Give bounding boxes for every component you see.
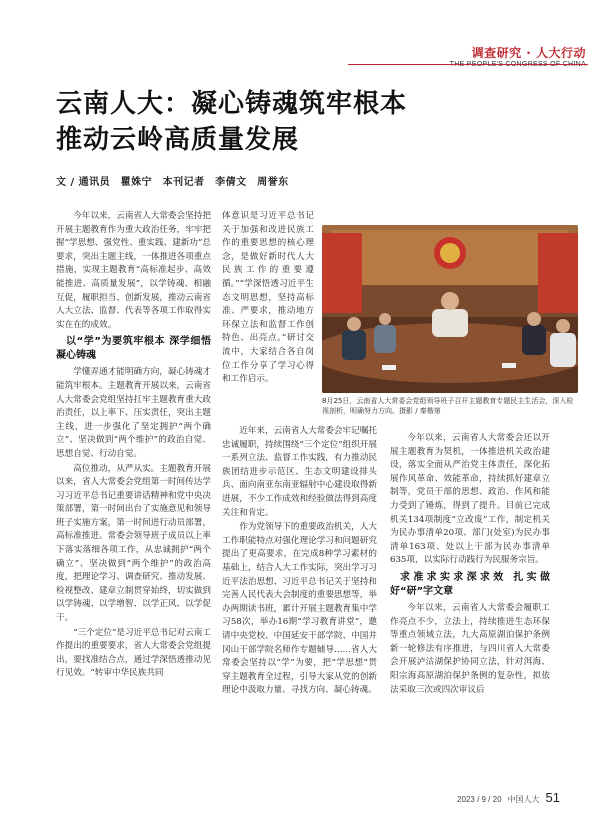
column-2-upper [222, 210, 314, 388]
paragraph: 今年以来，云南省人大常委会坚持把开展主题教育作为重大政治任务，牢牢把握“学思想、强党性、重实践、建新功”总要求，突出主题主线，一体推进各项重点措施，实现主题教育“高标准起步、高效能推进、高质量发展”，以学铸魂、相融互促，履职担当、创新发展，推动云南省人大立法、监督、代表等各项工作取得实实在在的成效。 [56, 211, 211, 330]
paragraph: 学懂弄通才能明确方向，凝心铸魂才能筑牢根本。主题教育开展以来，云南省人大常委会党组坚持扛牢主题教育重大政治责任，以上率下、压实责任，突出主题主线，进一步强化了坚定拥护“两个确立”、坚决做到“两个维护”的政治自觉、思想自觉、行动自觉。 [56, 367, 211, 459]
meeting-photo [322, 225, 578, 393]
issue-date: 2023 / 9 / 20 [457, 795, 502, 804]
paragraph: “三个定位”是习近平总书记对云南工作提出的重要要求，省人大常委会党组提出，要找准结合点，通过学深悟透推动见行见效。“转审中华民族共同 [56, 627, 211, 679]
subheading: 求准求实求深求效 扎实做好“研”字文章 [390, 571, 550, 597]
paragraph: 体意识是习近平总书记关于加强和改进民族工作的重要思想的核心理念，是做好新时代人大民族工作的重要遵循。”“学深悟透习近平生态文明思想，坚持高标准、严要求，推动地方环保立法和监督工作创特色、出亮点。”研讨交流中，大家结合各自岗位工作分享了学习心得和工作启示。 [222, 211, 314, 385]
photo-caption: 8月25日，云南省人大常委会党组领导班子召开主题教育专题民主生活会，深入检视剖析，明确努力方向。摄影 / 秦楷第 [322, 397, 574, 415]
article-headline [56, 86, 407, 158]
byline: 文 / 通讯员 瞿姝宁 本刊记者 李倩文 周誉东 [56, 177, 289, 188]
paragraph: 高位推动，从严从实。主题教育开展以来，省人大常委会党组第一时间传达学习习近平总书记重要讲话精神和党中央决策部署，第一时间出台了实施意见和领导班子实施方案，第一时间进行动员部署，高标准推进。常委会领导班子成员以上率下落实落细各项工作，从忠诚拥护“两个确立”、坚决做到“两个维护”的政治高度，把理论学习、调查研究、推动发展、检视整改、建章立制贯穿始终，切实做到以学铸魂、以学增智、以学正风、以学促干。 [56, 463, 211, 624]
page-footer [457, 790, 560, 805]
section-title-cn: 调查研究 · 人大行动 [471, 46, 586, 60]
paragraph: 近年来，云南省人大常委会牢记嘱托忠诚履职，持续围绕“三个定位”组织开展一系列立法、监督工作实践，有力推动民族团结进步示范区、生态文明建设排头兵、面向南亚东南亚辐射中心建设取得新进展，不少工作成效和经验做法得到高度关注和肯定。 [222, 426, 377, 518]
page-number: 51 [545, 790, 560, 805]
paragraph: 今年以来，云南省人大常委会还以开展主题教育为契机，一体推进机关政治建设，落实全面从严治党主体责任，深化拓展作风革命、效能革命，持续抓好建章立制等，党员干部的思想、政治、作风和能力受到了锤炼，得到了提升。目前已完成机关134项制度“立改废”工作，制定机关为民办事清单20项、部门(处室)为民办事清单163项、处以上干部为民办事清单635项，以实际行动践行为民服务宗旨。 [390, 433, 550, 566]
column-2-lower [222, 425, 377, 699]
header-divider [348, 64, 588, 65]
headline-line-1: 云南人大：凝心铸魂筑牢根本 [56, 89, 408, 119]
column-1 [56, 210, 211, 682]
paragraph: 作为党领导下的重要政治机关，人大工作职能特点对强化理论学习和问题研究提出了更高要求，在完成8种学习素材的基础上，结合人大工作实际，突出学习习近平法治思想、习近平总书记关于坚持和完善人民代表大会制度的重要思想等，举办两期读书班，累计开展主题教育集中学习58次，举办16期“学习教育讲堂”，邀请中央党校、中国延安干部学院、中国井冈山干部学院名师作专题辅导……省人大常委会坚持以“学”为要，把“学思想”贯穿主题教育全过程，引导大家从党的创新理论中汲取力量、寻找方向、凝心铸魂。 [222, 522, 377, 696]
magazine-name: 中国人大 [507, 795, 540, 804]
headline-line-2: 推动云岭高质量发展 [56, 125, 300, 155]
subheading: 以“学”为要筑牢根本 深学细悟凝心铸魂 [56, 336, 211, 362]
column-3 [390, 432, 550, 698]
meeting-photo-image [322, 225, 578, 393]
paragraph: 今年以来，云南省人大常委会履职工作亮点不少，立法上，持续推进生态环保等重点领域立法，九大高原湖泊保护条例新一轮修法有序推进，与四川省人大常委会开展泸沽湖保护协同立法，针对洱海、阳宗海高原湖泊保护条例的复杂性，拟依法采取三次或四次审议后 [390, 602, 550, 695]
